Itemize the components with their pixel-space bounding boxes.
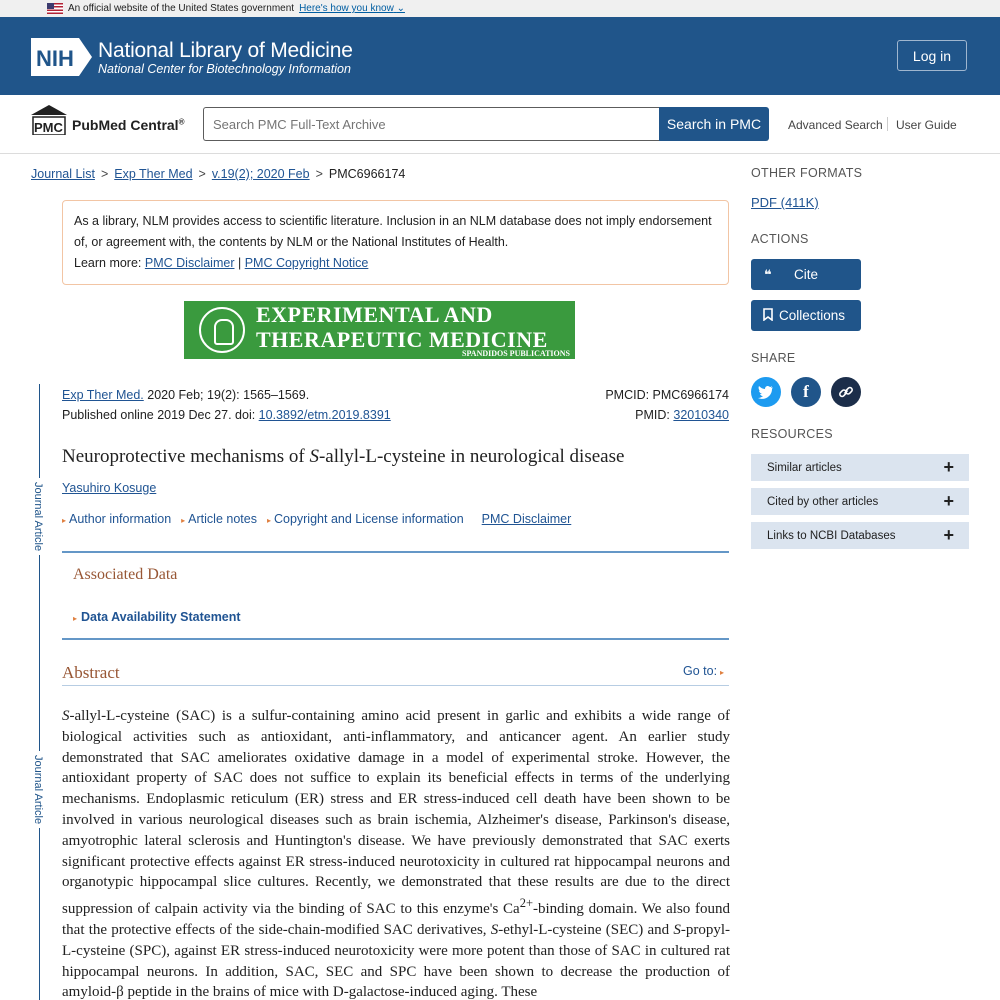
search-input[interactable] [203, 107, 660, 141]
pmid-link[interactable]: 32010340 [673, 408, 729, 422]
triangle-right-icon: ▸ [62, 516, 67, 525]
breadcrumb-issue[interactable]: v.19(2); 2020 Feb [211, 167, 310, 181]
collections-button[interactable]: Collections [751, 300, 861, 331]
data-availability-toggle[interactable]: ▸ Data Availability Statement [73, 610, 241, 624]
us-flag-icon [47, 3, 63, 14]
pmc-copyright-link[interactable]: PMC Copyright Notice [244, 256, 369, 270]
goto-menu[interactable]: Go to: ▸ [683, 664, 725, 678]
plus-icon: + [943, 525, 954, 545]
pmc-building-icon [31, 105, 67, 135]
cite-button[interactable]: ❝ Cite [751, 259, 861, 290]
plus-icon: + [943, 457, 954, 477]
pmc-disclaimer-link[interactable]: PMC Disclaimer [144, 256, 235, 270]
triangle-right-icon: ▸ [266, 516, 271, 525]
section-divider [62, 638, 729, 640]
journal-banner-line1: EXPERIMENTAL AND [256, 302, 493, 327]
share-heading: SHARE [751, 351, 796, 365]
chevron-down-icon: ⌄ [396, 3, 405, 14]
nlm-disclaimer-box: As a library, NLM provides access to scientific literature. Inclusion in an NLM database does not imply endorsement of, or agreement with, the contents by NLM or the National Institutes of Health. Learn more: PMC Disclaimer | PMC Copyright Notice [62, 200, 729, 285]
cited-by-toggle[interactable]: Cited by other articles + [751, 488, 969, 515]
resources-heading: RESOURCES [751, 427, 833, 441]
actions-heading: ACTIONS [751, 232, 809, 246]
pdf-link[interactable]: PDF (411K) [751, 195, 819, 210]
advanced-search-link[interactable]: Advanced Search [788, 118, 883, 132]
pmc-search-bar [0, 95, 1000, 154]
rail-label-journal-article-2: Journal Article [32, 751, 44, 828]
pmc-logo-abbr: PMC [34, 120, 63, 135]
journal-emblem-icon [199, 307, 245, 353]
copy-link-icon[interactable] [831, 377, 861, 407]
breadcrumb-journal[interactable]: Exp Ther Med [114, 167, 193, 181]
disclaimer-text: As a library, NLM provides access to scientific literature. Inclusion in an NLM database does not imply endorsement of, or agreement with, the contents by NLM or the National Institutes of Health. [74, 214, 712, 249]
journal-link[interactable]: Exp Ther Med. [62, 388, 144, 402]
doi-link[interactable]: 10.3892/etm.2019.8391 [258, 408, 391, 422]
ncbi-links-toggle[interactable]: Links to NCBI Databases + [751, 522, 969, 549]
author-link[interactable]: Yasuhiro Kosuge [62, 481, 157, 495]
pmc-logo[interactable] [31, 105, 184, 135]
triangle-right-icon: ▸ [73, 614, 78, 623]
abstract-text: S-allyl-L-cysteine (SAC) is a sulfur-containing amino acid present in garlic and exhibits a wide range of biological activities such as antioxidant, anti-inflammatory, and anticancer agent. An earlier study demonstrated that SAC ameliorates oxidative damage in a model of experimental stroke. However, the antioxidant property of SAC does not suffice to explain its beneficial effects in terms of the underlying mechanisms. Endoplasmic reticulum (ER) stress and ER stress-induced cell death have been shown to be involved in various neurological diseases such as brain ischemia, Alzheimer's disease, Parkinson's disease, amyotrophic lateral sclerosis and Huntington's disease. We have previously demonstrated that SAC exerts significant protective effects against ER stress-induced neurotoxicity in cultured rat hippocampal neurons and organotypic hippocampal slice cultures. Recently, we demonstrated that these results are due to the direct suppression of calpain activity via the binding of SAC to this enzyme's $Ca^{2+}$-binding domain. We also found that the protective effects of the side-chain-modified SAC derivatives, S-ethyl-L-cysteine (SEC) and S-propyl-L-cysteine (SPC), against ER stress-induced neurotoxicity were more potent than those of SAC in cultured rat hippocampal neurons. In addition, SAC, SEC and SPC have been shown to decrease the production of amyloid-β peptide in the brains of mice with D-galactose-induced aging. These [62, 708, 730, 1000]
login-button[interactable]: Log in [897, 40, 967, 71]
triangle-right-icon: ▸ [181, 516, 186, 525]
similar-articles-toggle[interactable]: Similar articles + [751, 454, 969, 481]
pmc-disclaimer-article-link[interactable]: PMC Disclaimer [481, 512, 572, 526]
pmc-brand: PubMed Central® [72, 117, 185, 133]
divider [887, 117, 888, 131]
associated-data-heading: Associated Data [73, 566, 178, 583]
other-formats-heading: OTHER FORMATS [751, 166, 863, 180]
journal-banner-publisher: SPANDIDOS PUBLICATIONS [462, 349, 570, 358]
citation-block: Exp Ther Med. 2020 Feb; 19(2): 1565–1569. Published online 2019 Dec 27. doi: 10.3892/etm.2019.8391 [62, 388, 391, 422]
ncbi-subtitle: National Center for Biotechnology Information [98, 62, 351, 76]
copyright-toggle[interactable]: ▸ Copyright and License information [266, 512, 464, 526]
article-notes-toggle[interactable]: ▸ Article notes [181, 512, 257, 526]
gov-banner [0, 0, 1000, 17]
twitter-share-icon[interactable] [751, 377, 781, 407]
abstract-heading: Abstract [62, 663, 120, 682]
article-title: Neuroprotective mechanisms of S-allyl-L-cysteine in neurological disease [62, 446, 625, 467]
journal-banner-line2: THERAPEUTIC MEDICINE [256, 327, 548, 352]
article-rail [39, 384, 40, 1000]
gov-banner-text: An official website of the United States government [68, 3, 295, 14]
journal-banner[interactable] [184, 301, 575, 359]
rail-label-journal-article: Journal Article [32, 478, 44, 555]
learn-more-label: Learn more: [74, 256, 142, 270]
author-information-toggle[interactable]: ▸ Author information [62, 512, 172, 526]
nih-header [0, 17, 1000, 95]
breadcrumb-current: PMC6966174 [328, 167, 406, 181]
article-info-links [62, 512, 577, 526]
pmcid: PMCID: PMC6966174 [605, 388, 729, 402]
how-you-know-link[interactable]: Here's how you know ⌄ [299, 3, 405, 14]
facebook-share-icon[interactable]: f [791, 377, 821, 407]
breadcrumb-journal-list[interactable]: Journal List [31, 167, 95, 181]
triangle-right-icon: ▸ [720, 668, 725, 677]
plus-icon: + [943, 491, 954, 511]
user-guide-link[interactable]: User Guide [896, 118, 957, 132]
quote-icon: ❝ [764, 266, 772, 282]
abstract-divider [62, 685, 729, 686]
search-button[interactable]: Search in PMC [659, 107, 769, 141]
breadcrumb: Journal List > Exp Ther Med > v.19(2); 2020 Feb > PMC6966174 [31, 167, 406, 181]
nlm-title[interactable]: National Library of Medicine [98, 39, 353, 62]
article-ids: PMCID: PMC6966174 PMID: 32010340 [605, 385, 729, 425]
nih-logo-text: NIH [36, 46, 74, 71]
section-divider [62, 551, 729, 553]
nih-logo-icon[interactable] [31, 38, 92, 76]
